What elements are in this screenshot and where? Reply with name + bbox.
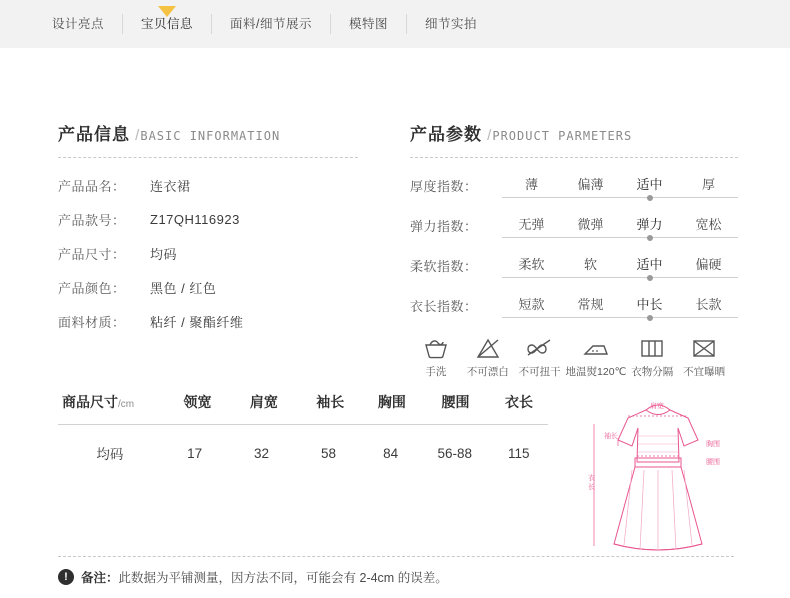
basic-information-section: [58, 120, 358, 346]
list-item: [410, 214, 738, 238]
column-header-sleeve: 袖长: [316, 394, 345, 410]
hang-dry-icon: [638, 336, 666, 360]
list-item: [58, 244, 358, 263]
tab-model-photos[interactable]: [331, 14, 407, 34]
hand-wash-icon: [422, 336, 450, 360]
care-caption: 手洗: [425, 366, 447, 378]
divider: [58, 556, 734, 557]
info-label: 产品颜色：: [58, 281, 126, 296]
cell-length: 115: [508, 445, 530, 461]
param-option[interactable]: 薄: [502, 174, 561, 198]
param-label: 弹力指数：: [410, 219, 478, 234]
param-option[interactable]: 柔软: [502, 254, 561, 278]
info-label: 产品品名：: [58, 179, 126, 194]
param-scale: [502, 174, 738, 198]
basic-information-title: 产品信息 /BASIC INFORMATION: [58, 125, 281, 144]
list-item: [58, 210, 358, 229]
list-item: [410, 254, 738, 278]
care-caption: 不宜曝晒: [683, 366, 726, 378]
column-header-length: 衣长: [505, 394, 534, 410]
param-option[interactable]: 短款: [502, 294, 561, 318]
care-caption: 不可扭干: [518, 366, 561, 378]
divider: [58, 157, 358, 158]
cell-shoulder: 32: [254, 445, 270, 461]
diagram-label-bust: 胸围: [706, 441, 720, 448]
list-item: [410, 174, 738, 198]
param-option[interactable]: 软: [561, 254, 620, 278]
tab-product-info[interactable]: [123, 14, 212, 34]
param-option[interactable]: 宽松: [679, 214, 738, 238]
caret-down-icon: [158, 6, 176, 17]
no-bleach-icon: [474, 336, 502, 360]
param-option[interactable]: 厚: [679, 174, 738, 198]
info-value: Z17QH116923: [150, 212, 240, 227]
no-sun-dry-icon: [690, 336, 718, 360]
note-text: 此数据为平铺测量，因方法不同，可能会有 2-4cm 的误差。: [118, 571, 448, 585]
list-item: [58, 278, 358, 297]
product-parameters-title: 产品参数 /PRODUCT PARMETERS: [410, 125, 633, 144]
param-option-selected[interactable]: 弹力: [620, 214, 679, 238]
param-scale: [502, 254, 738, 278]
param-label: 柔软指数：: [410, 259, 478, 274]
diagram-label-shoulder: 肩宽: [650, 403, 664, 410]
param-scale: [502, 214, 738, 238]
tab-label: 模特图: [349, 17, 389, 31]
footer-note: [58, 568, 448, 586]
cell-sleeve: 58: [320, 445, 336, 461]
iron-120-icon: [581, 336, 611, 360]
list-item: [58, 176, 358, 195]
care-item: [678, 336, 730, 379]
table-header-row: [58, 392, 548, 425]
param-option-selected[interactable]: 中长: [620, 294, 679, 318]
care-caption: 地温熨120℃: [565, 366, 627, 378]
care-caption: 衣物分隔: [631, 366, 674, 378]
table-row: [58, 425, 548, 463]
param-option[interactable]: 长款: [679, 294, 738, 318]
note-label: 备注：: [81, 571, 119, 585]
info-value: 均码: [150, 247, 178, 262]
care-item: [626, 336, 678, 379]
svg-text:长: 长: [588, 484, 595, 491]
cell-neck: 17: [187, 445, 203, 461]
param-option[interactable]: 偏薄: [561, 174, 620, 198]
param-option[interactable]: 常规: [561, 294, 620, 318]
exclamation-icon: !: [58, 569, 74, 585]
column-header-neck: 领宽: [183, 394, 212, 410]
cell-waist: 56-88: [437, 445, 472, 461]
product-parameters-section: [410, 120, 738, 379]
info-label: 产品款号：: [58, 213, 126, 228]
cell-bust: 84: [383, 445, 399, 461]
care-item: [462, 336, 514, 379]
param-option[interactable]: 微弹: [561, 214, 620, 238]
tab-label: 设计亮点: [52, 17, 105, 31]
column-header-size: 商品尺寸/cm: [62, 394, 135, 410]
param-label: 衣长指数：: [410, 299, 478, 314]
param-label: 厚度指数：: [410, 179, 478, 194]
tab-design-highlights[interactable]: [34, 14, 123, 34]
no-wring-icon: [525, 336, 555, 360]
column-header-shoulder: 肩宽: [249, 394, 278, 410]
divider: [410, 157, 738, 158]
care-instructions: [410, 336, 730, 379]
info-value: 黑色 / 红色: [150, 281, 217, 296]
info-label: 面料材质：: [58, 315, 126, 330]
size-table: [58, 392, 548, 463]
cell-size: 均码: [96, 447, 124, 462]
tab-label: 细节实拍: [425, 17, 478, 31]
param-scale: [502, 294, 738, 318]
tab-label: 面料/细节展示: [230, 17, 313, 31]
tab-detail-shots[interactable]: [407, 14, 495, 34]
list-item: [410, 294, 738, 318]
dress-outline-icon: [588, 394, 748, 572]
info-label: 产品尺寸：: [58, 247, 126, 262]
diagram-label-length: 衣: [588, 475, 595, 482]
care-item: [410, 336, 462, 379]
list-item: [58, 312, 358, 331]
top-tab-bar: [0, 0, 790, 48]
column-header-waist: 腰围: [441, 394, 470, 410]
tab-list: [0, 0, 790, 41]
diagram-label-waist: 腰围: [706, 459, 720, 466]
care-caption: 不可漂白: [466, 366, 509, 378]
param-option[interactable]: 偏硬: [679, 254, 738, 278]
tab-label: 宝贝信息: [141, 17, 194, 31]
care-item: [566, 336, 627, 379]
column-header-bust: 胸围: [377, 394, 406, 410]
param-option-selected[interactable]: 适中: [620, 254, 679, 278]
info-value: 粘纤 / 聚酯纤维: [150, 315, 244, 330]
info-value: 连衣裙: [150, 179, 191, 194]
dress-measurement-diagram: [588, 394, 748, 572]
param-option[interactable]: 无弹: [502, 214, 561, 238]
diagram-label-sleeve: 袖长: [604, 433, 618, 440]
param-option-selected[interactable]: 适中: [620, 174, 679, 198]
care-item: [514, 336, 566, 379]
tab-fabric-detail[interactable]: [212, 14, 331, 34]
